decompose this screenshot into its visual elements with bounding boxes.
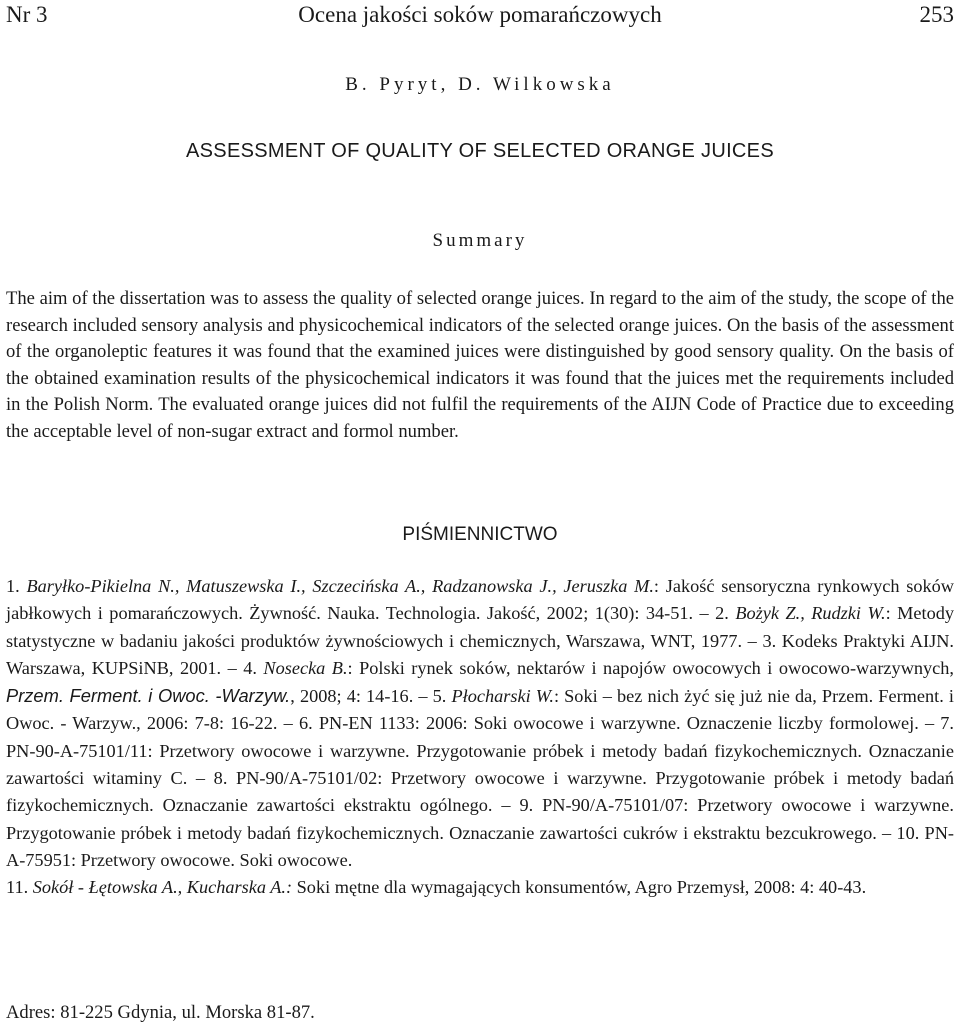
- page-header: [0, 0, 960, 34]
- reference-paragraph-11: [6, 874, 954, 901]
- ref-1-text: : Jakość sensoryczna rynkowych soków jabłkowych i pomarańczowych. Żywność. Nauka. Technologia. Jakość, 2002; 1(30): 34-51. – 2.: [6, 576, 955, 624]
- ref-4-journal: Przem. Ferment. i Owoc. -Warzyw.: [6, 685, 291, 707]
- issue-number: Nr 3: [6, 2, 48, 27]
- ref-4-tail: , 2008; 4: 14-16. – 5.: [290, 686, 452, 707]
- ref-4-text: : Polski rynek soków, nektarów i napojów owocowych i owocowo-warzywnych,: [347, 657, 954, 678]
- running-title: Ocena jakości soków pomarańczowych: [298, 2, 662, 27]
- ref-2-authors: Bożyk Z., Rudzki W.: [735, 603, 886, 624]
- author-address: Adres: 81-225 Gdynia, ul. Morska 81-87.: [6, 1002, 315, 1023]
- article-title: ASSESSMENT OF QUALITY OF SELECTED ORANGE JUICES: [186, 140, 774, 162]
- reference-paragraph: [6, 573, 954, 874]
- summary-heading: Summary: [432, 230, 528, 251]
- ref-2-text: : Metody statystyczne w badaniu jakości produktów żywnościowych i chemicznych, Warszawa, WNT, 1977. – 3. Kodeks Praktyki AIJN. Warszawa, KUPSiNB, 2001. – 4.: [6, 603, 954, 678]
- abstract-text: The aim of the dissertation was to assess the quality of selected orange juices. In regard to the aim of the study, the scope of the research included sensory analysis and physicochemical indicators of the selected orange juices. On the basis of the assessment of the organoleptic features it was found that the examined juices were distinguished by good sensory quality. On the basis of the obtained examination results of the physicochemical indicators it was found that the juices met the requirements included in the Polish Norm. The evaluated orange juices did not fulfil the requirements of the AIJN Code of Practice due to exceeding the acceptable level of non-sugar extract and formol number.: [6, 288, 954, 442]
- ref-11-number: 11.: [6, 877, 33, 898]
- ref-4-authors: Nosecka B.: [263, 657, 348, 678]
- ref-5-authors: Płocharski W.: [451, 686, 554, 707]
- references-list: [6, 573, 954, 902]
- ref-11-authors: Sokół - Łętowska A., Kucharska A.:: [32, 877, 293, 898]
- abstract-section: [6, 286, 954, 445]
- ref-11-text: Soki mętne dla wymagających konsumentów, Agro Przemysł, 2008: 4: 40-43.: [292, 877, 867, 898]
- ref-5-text: : Soki – bez nich żyć się już nie da, Przem. Ferment. i Owoc. - Warzyw., 2006: 7-8: 16-22. – 6. PN-EN 1133: 2006: Soki owocowe i warzywne. Oznaczenie liczby formolowej. – 7. PN-90-A-75101/11: Przetwory owocowe i warzywne. Przygotowanie próbek i metody badań fizykochemicznych. Oznaczanie zawartości witaminy C. – 8. PN-90/A-75101/02: Przetwory owocowe i warzywne. Przygotowanie próbek i metody badań fizykochemicznych. Oznaczanie zawartości ekstraktu ogólnego. – 9. PN-90/A-75101/07: Przetwory owocowe i warzywne. Przygotowanie próbek i metody badań fizykochemicznych. Oznaczanie zawartości cukrów i ekstraktu bezcukrowego. – 10. PN-A-75951: Przetwory owocowe. Soki owocowe.: [6, 686, 954, 870]
- article-authors: B. Pyryt, D. Wilkowska: [345, 74, 615, 95]
- page-number: 253: [919, 2, 954, 27]
- ref-1-number: 1.: [6, 576, 27, 596]
- ref-1-authors: Baryłko-Pikielna N., Matuszewska I., Szczecińska A., Radzanowska J., Jeruszka M.: [26, 576, 654, 596]
- references-heading: PIŚMIENNICTWO: [402, 524, 558, 545]
